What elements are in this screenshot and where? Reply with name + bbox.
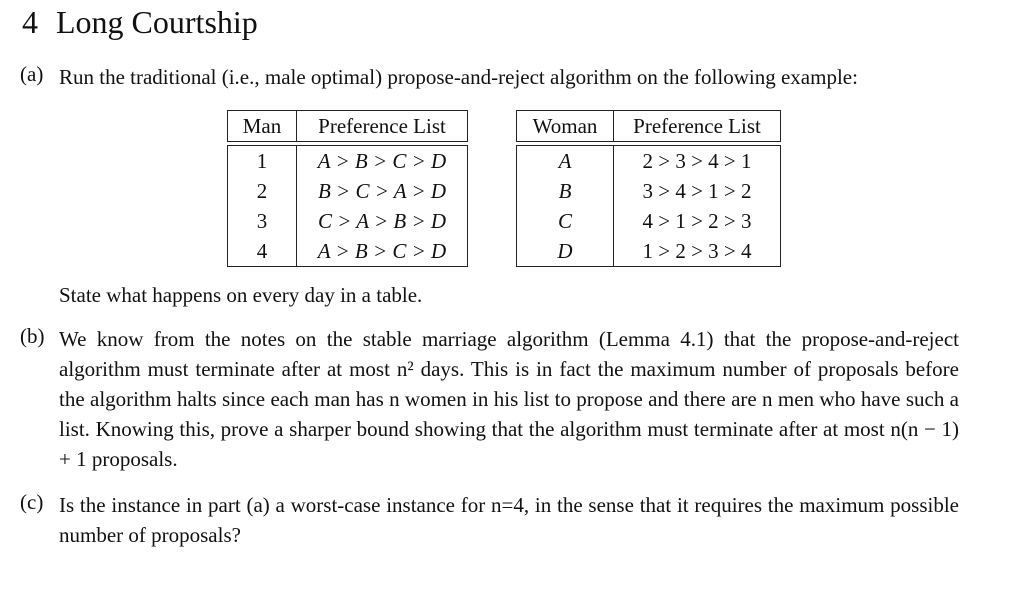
table-cell: C > A > B > D <box>297 206 468 236</box>
section-title: Long Courtship <box>56 4 258 40</box>
part-b-text: We know from the notes on the stable marriage algorithm (Lemma 4.1) that the propose-and-reject algorithm must terminate after at most n² days. This is in fact the maximum number of proposals before the algorithm halts since each man has n women in his list to propose and there are n men who have such a list. Knowing this, prove a sharper bound showing that the algorithm must terminate after at most n(n − 1) + 1 proposals. <box>59 327 959 471</box>
table-row <box>228 206 468 236</box>
table-cell: 3 > 4 > 1 > 2 <box>614 176 781 206</box>
table-header: Man <box>228 111 297 142</box>
table-cell: A <box>517 146 614 177</box>
part-a-label: (a) <box>20 62 44 86</box>
table-cell: A > B > C > D <box>297 236 468 267</box>
table-cell: 2 <box>228 176 297 206</box>
section-number: 4 <box>22 4 38 40</box>
table-cell: 1 <box>228 146 297 177</box>
table-cell: B > C > A > D <box>297 176 468 206</box>
table-cell: A > B > C > D <box>297 146 468 177</box>
table-cell: 2 > 3 > 4 > 1 <box>614 146 781 177</box>
part-c-label: (c) <box>20 490 44 514</box>
table-cell: 4 > 1 > 2 > 3 <box>614 206 781 236</box>
table-cell: B <box>517 176 614 206</box>
men-preference-table <box>227 110 468 267</box>
table-row <box>228 146 468 177</box>
table-cell: 3 <box>228 206 297 236</box>
part-a-text: Run the traditional (i.e., male optimal) propose-and-reject algorithm on the following example: <box>59 65 858 89</box>
part-b-label: (b) <box>20 324 45 348</box>
table-cell: D <box>517 236 614 267</box>
table-cell: C <box>517 206 614 236</box>
table-header: Preference List <box>297 111 468 142</box>
table-row <box>517 176 781 206</box>
table-row <box>517 206 781 236</box>
table-header: Woman <box>517 111 614 142</box>
table-row <box>228 236 468 267</box>
table-cell: 4 <box>228 236 297 267</box>
section-heading <box>22 0 258 44</box>
table-header: Preference List <box>614 111 781 142</box>
table-row <box>517 146 781 177</box>
table-row <box>517 236 781 267</box>
women-preference-table <box>516 110 781 267</box>
part-c-text: Is the instance in part (a) a worst-case instance for n=4, in the sense that it requires the maximum possible number of proposals? <box>59 493 959 547</box>
table-cell: 1 > 2 > 3 > 4 <box>614 236 781 267</box>
part-a-instruction: State what happens on every day in a table. <box>59 283 423 307</box>
table-row <box>228 176 468 206</box>
